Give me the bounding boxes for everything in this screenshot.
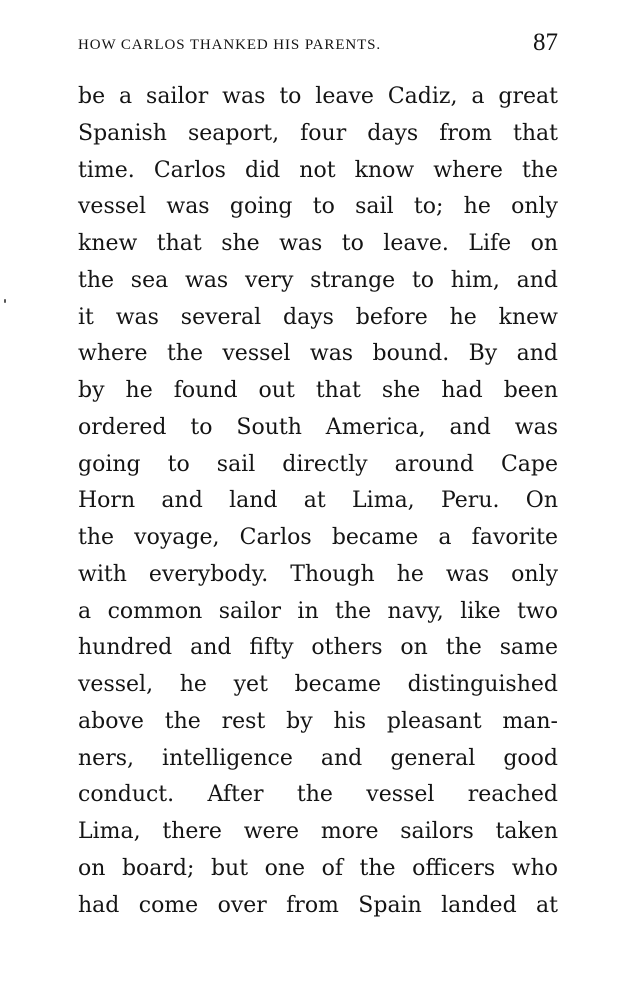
text-line: ordered to South America, and was [78,414,558,440]
text-line: where the vessel was bound. By and [78,341,558,367]
running-header [78,28,558,62]
text-line: vessel, he yet became distinguished [78,672,558,697]
body-text [78,79,558,924]
text-line: had come over from Spain landed at [78,892,558,918]
text-line: the sea was very strange to him, and [78,267,558,293]
text-line: ners, intelligence and general good [78,745,558,771]
text-line: Spanish seaport, four days from that [78,120,558,146]
running-title: HOW CARLOS THANKED HIS PARENTS. [78,37,382,53]
text-line: going to sail directly around Cape [78,451,558,477]
text-line: Lima, there were more sailors taken [78,819,558,844]
text-line: it was several days before he knew [78,304,558,330]
text-line: on board; but one of the officers who [78,855,558,881]
text-line: a common sailor in the navy, like two [78,598,558,624]
text-line: conduct. After the vessel reached [78,782,558,808]
text-line: time. Carlos did not know where the [78,157,558,183]
text-line: the voyage, Carlos became a favorite [78,525,558,550]
page-number: 87 [533,29,558,56]
scan-speck [4,299,6,303]
text-line: with everybody. Though he was only [78,561,558,587]
text-line: Horn and land at Lima, Peru. On [78,488,558,514]
text-line: be a sailor was to leave Cadiz, a great [78,84,558,109]
text-line: above the rest by his pleasant man- [78,708,558,734]
text-line: vessel was going to sail to; he only [78,194,558,220]
text-line: knew that she was to leave. Life on [78,231,558,256]
text-line: by he found out that she had been [78,378,558,403]
text-line: hundred and fifty others on the same [78,635,558,661]
